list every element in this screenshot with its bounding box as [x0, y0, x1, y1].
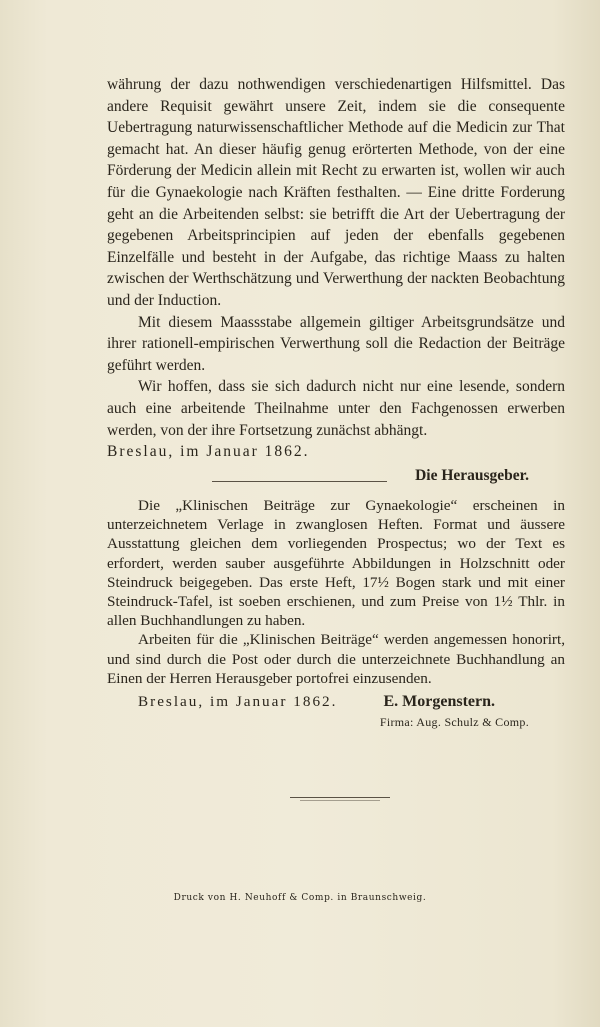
divider-top: [212, 481, 387, 482]
prospectus-text: [107, 74, 565, 486]
place-date: Breslau, im Januar 1862.: [107, 443, 310, 461]
publisher-firm: Firma: Aug. Schulz & Comp.: [379, 715, 529, 730]
publisher-name: E. Morgenstern.: [383, 693, 495, 711]
printer-imprint: Druck von H. Neuhoff & Comp. in Braunschweig.: [173, 893, 427, 903]
divider-bottom: [290, 797, 390, 798]
paragraph-redaction: Mit diesem Maassstabe allgemein giltiger Arbeitsgrundsätze und ihrer rationell-empirischen Verwerthung soll die Redaction der Beiträge geführt werden.: [107, 313, 565, 374]
notice-paragraph-format: Die „Klinischen Beiträge zur Gynaekologie“ erscheinen in unterzeichnetem Verlage in zwanglosen Heften. Format und äussere Ausstattung gleichen dem vorliegenden Prospectus; wo der Text es erfordert, werden sauber ausgeführte Abbildungen in Holzschnitt oder Steindruck beigegeben. Das erste Heft, 17½ Bogen stark und mit einer Steindruck-Tafel, ist soeben erschienen, und zum Preise von 1½ Thlr. in allen Buchhandlungen zu haben.: [107, 497, 565, 630]
publisher-notice: [107, 496, 565, 733]
editors-signature: Die Herausgeber.: [415, 466, 529, 484]
paragraph-methods: währung der dazu nothwendigen verschiedenartigen Hilfsmittel. Das andere Requisit gewährt unsere Zeit, indem sie die consequente Uebertragung naturwissenschaftlicher Methode auf die Medicin zur That gemacht hat. An dieser häufig genug erörterten Methode, von der eine Förderung der Medicin allein mit Recht zu erwarten ist, wollen wir auch für die Gynaekologie nach Kräften festhalten. — Eine dritte Forderung geht an die Arbeitenden selbst: sie betrifft die Art der Uebertragung der gegebenen Arbeitsprincipien auf jeden der ebenfalls gegebenen Einzelfälle und besteht in der Aufgabe, das richtige Maass zu halten zwischen der Werthschätzung und Verwerthung der nackten Beobachtung und der Induction.: [107, 76, 565, 309]
notice-place-date: Breslau, im Januar 1862.: [138, 693, 338, 711]
notice-paragraph-submissions: Arbeiten für die „Klinischen Beiträge“ werden angemessen honorirt, und sind durch die Post oder durch die unterzeichnete Buchhandlung an Einen der Herren Herausgeber portofrei einzusenden.: [107, 631, 565, 687]
divider-bottom-thin: [300, 800, 380, 801]
paragraph-hope: Wir hoffen, dass sie sich dadurch nicht nur eine lesende, sondern auch eine arbeitende Theilnahme unter den Fachgenossen erwerben werden, von der ihre Fortsetzung zunächst abhängt.: [107, 378, 565, 439]
